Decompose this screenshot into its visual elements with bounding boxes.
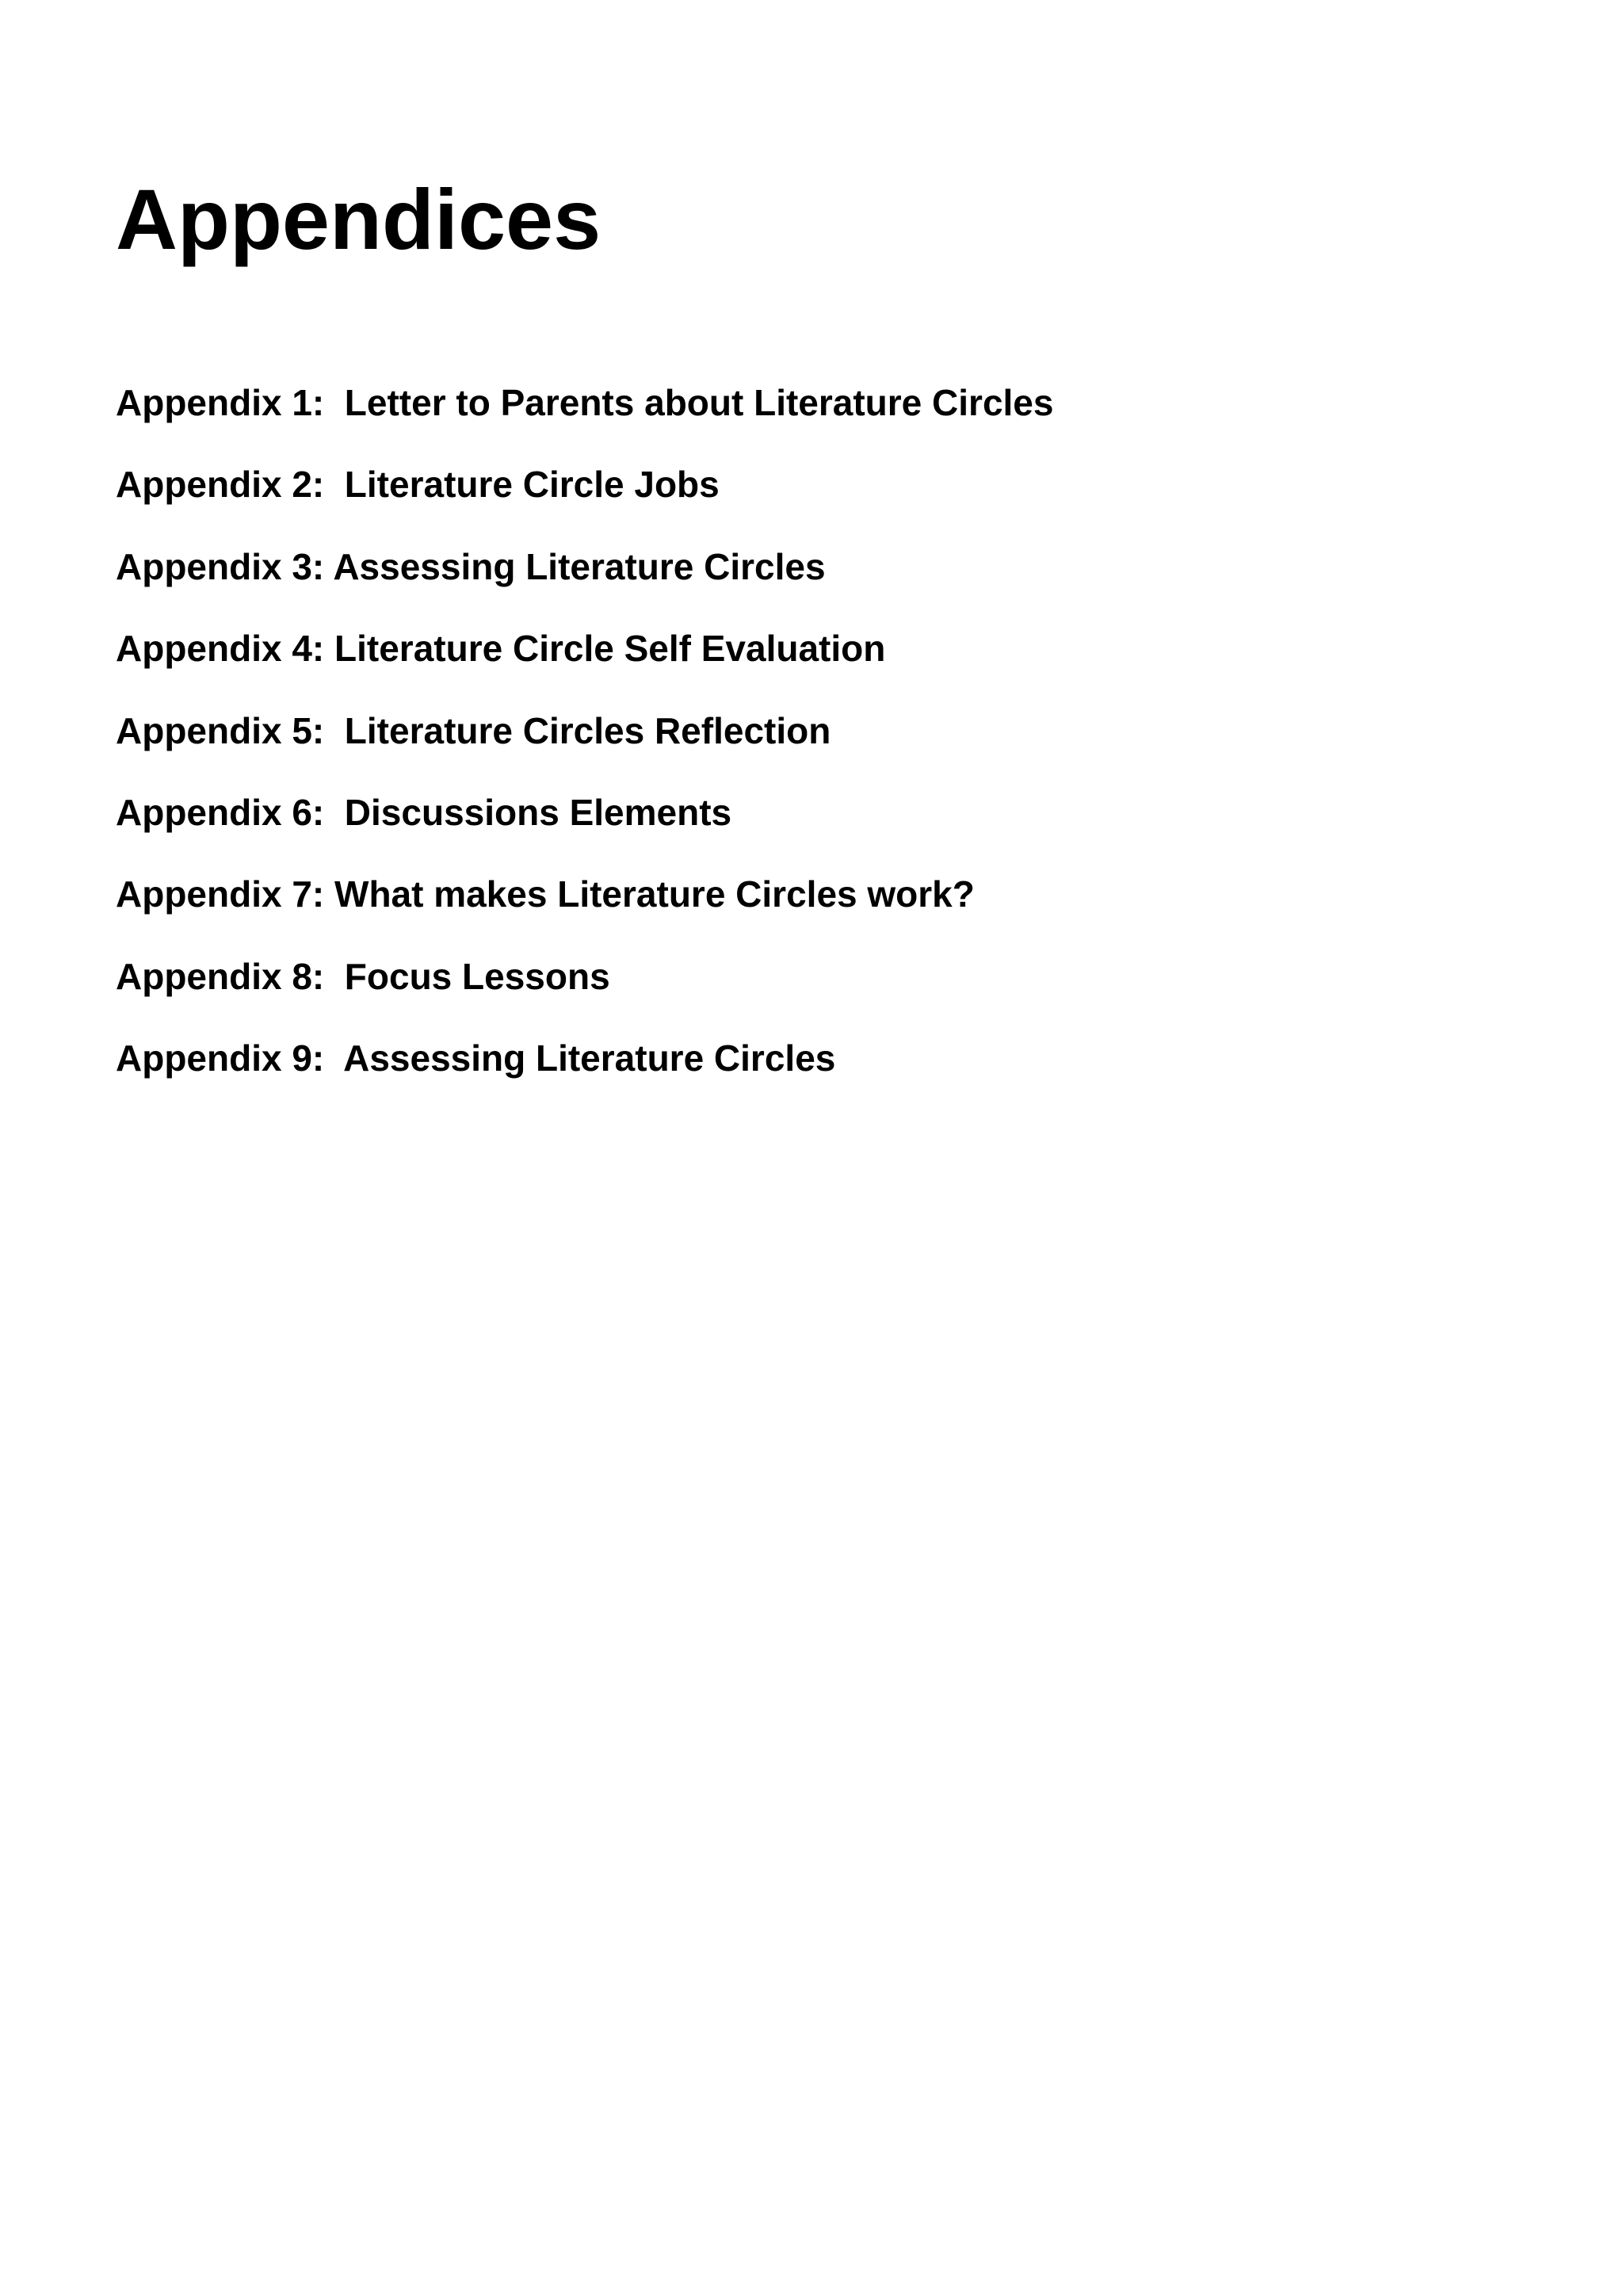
appendix-item-4: Appendix 4: Literature Circle Self Evaluation — [116, 628, 886, 670]
appendix-item-1: Appendix 1: Letter to Parents about Literature Circles — [116, 382, 1054, 423]
appendix-list — [116, 378, 1053, 1116]
appendix-item-5: Appendix 5: Literature Circles Reflection — [116, 709, 831, 751]
appendix-item-2: Appendix 2: Literature Circle Jobs — [116, 464, 720, 506]
page-title: Appendices — [116, 171, 601, 267]
appendix-item-3: Appendix 3: Assessing Literature Circles — [116, 545, 826, 587]
appendix-item-7: Appendix 7: What makes Literature Circles work? — [116, 873, 975, 915]
appendix-item-6: Appendix 6: Discussions Elements — [116, 791, 732, 833]
appendix-item-9: Appendix 9: Assessing Literature Circles — [116, 1037, 836, 1079]
appendix-item-8: Appendix 8: Focus Lessons — [116, 955, 610, 997]
